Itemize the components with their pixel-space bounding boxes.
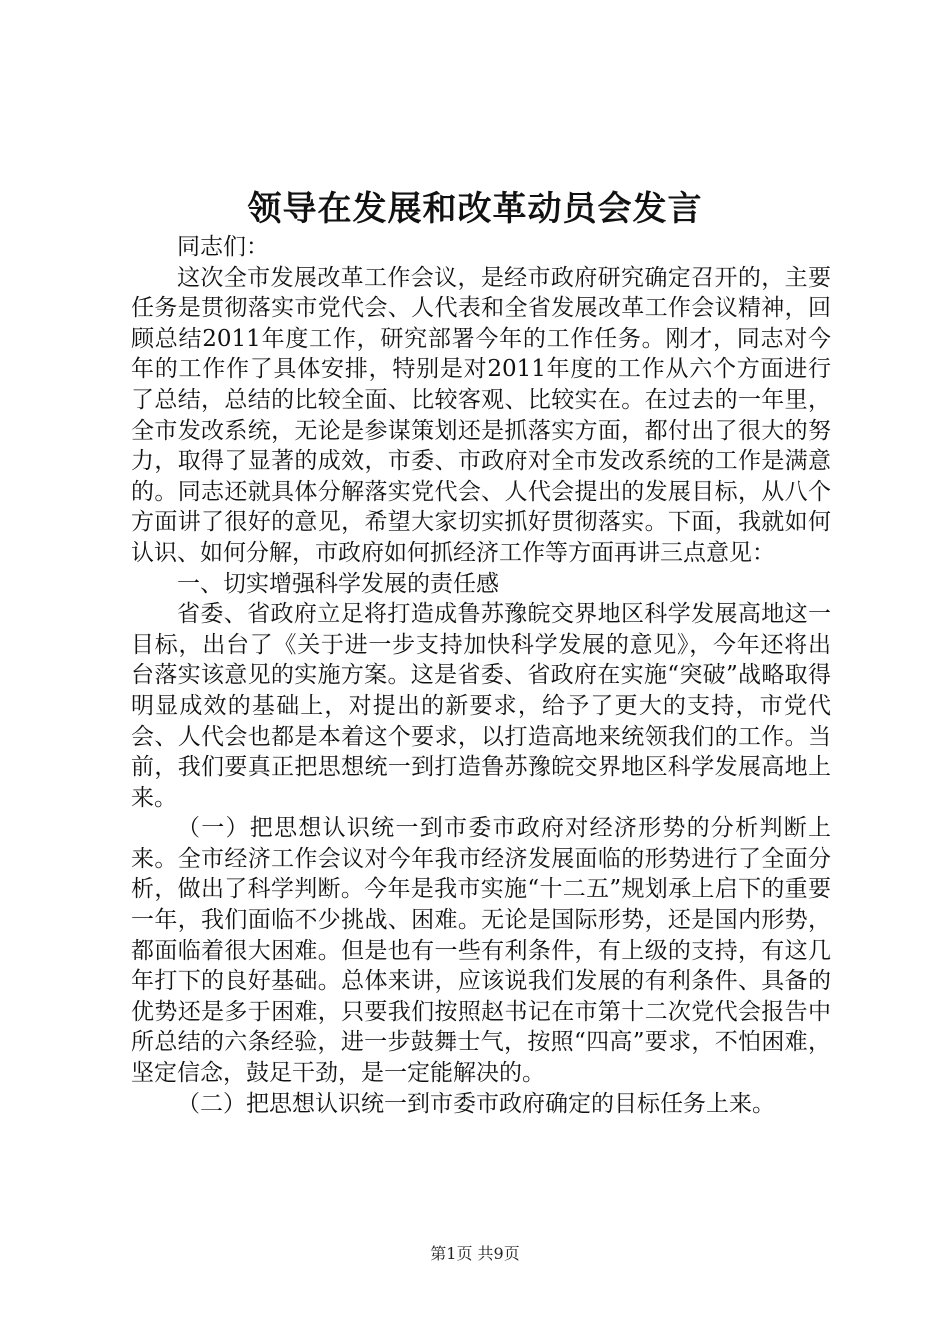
body-paragraph: 省委、省政府立足将打造成鲁苏豫皖交界地区科学发展高地这一目标，出台了《关于进一步支持加快科学发展的意见》，今年还将出台落实该意见的实施方案。这是省委、省政府在实施“突破”战略取得明显成效的基础上，对提出的新要求，给予了更大的支持，市党代会、人代会也都是本着这个要求，以打造高地来统领我们的工作。当前，我们要真正把思想统一到打造鲁苏豫皖交界地区科学发展高地上来。 <box>131 601 831 811</box>
document-body <box>131 232 831 1119</box>
document-title: 领导在发展和改革动员会发言 <box>247 189 703 229</box>
page-number-footer: 第1页 共9页 <box>430 1244 520 1263</box>
subsection-paragraph-2: （二）把思想认识统一到市委市政府确定的目标任务上来。 <box>177 1090 775 1117</box>
intro-paragraph: 这次全市发展改革工作会议，是经市政府研究确定召开的，主要任务是贯彻落实市党代会、人代表和全省发展改革工作会议精神，回顾总结2011年度工作，研究部署今年的工作任务。刚才，同志对今年的工作作了具体安排，特别是对2011年度的工作从六个方面进行了总结，总结的比较全面、比较客观、比较实在。在过去的一年里，全市发改系统，无论是参谋策划还是抓落实方面，都付出了很大的努力，取得了显著的成效，市委、市政府对全市发改系统的工作是满意的。同志还就具体分解落实党代会、人代会提出的发展目标，从八个方面讲了很好的意见，希望大家切实抓好贯彻落实。下面，我就如何认识、如何分解，市政府如何抓经济工作等方面再讲三点意见： <box>131 264 831 566</box>
greeting-paragraph: 同志们： <box>177 234 269 260</box>
section-heading-1: 一、切实增强科学发展的责任感 <box>177 570 499 597</box>
subsection-paragraph-1: （一）把思想认识统一到市委市政府对经济形势的分析判断上来。全市经济工作会议对今年我市经济发展面临的形势进行了全面分析，做出了科学判断。今年是我市实施“十二五”规划承上启下的重要一年，我们面临不少挑战、困难。无论是国际形势，还是国内形势，都面临着很大困难。但是也有一些有利条件，有上级的支持，有这几年打下的良好基础。总体来讲，应该说我们发展的有利条件、具备的优势还是多于困难，只要我们按照赵书记在市第十二次党代会报告中所总结的六条经验，进一步鼓舞士气，按照“四高”要求，不怕困难，坚定信念，鼓足干劲，是一定能解决的。 <box>131 815 831 1087</box>
